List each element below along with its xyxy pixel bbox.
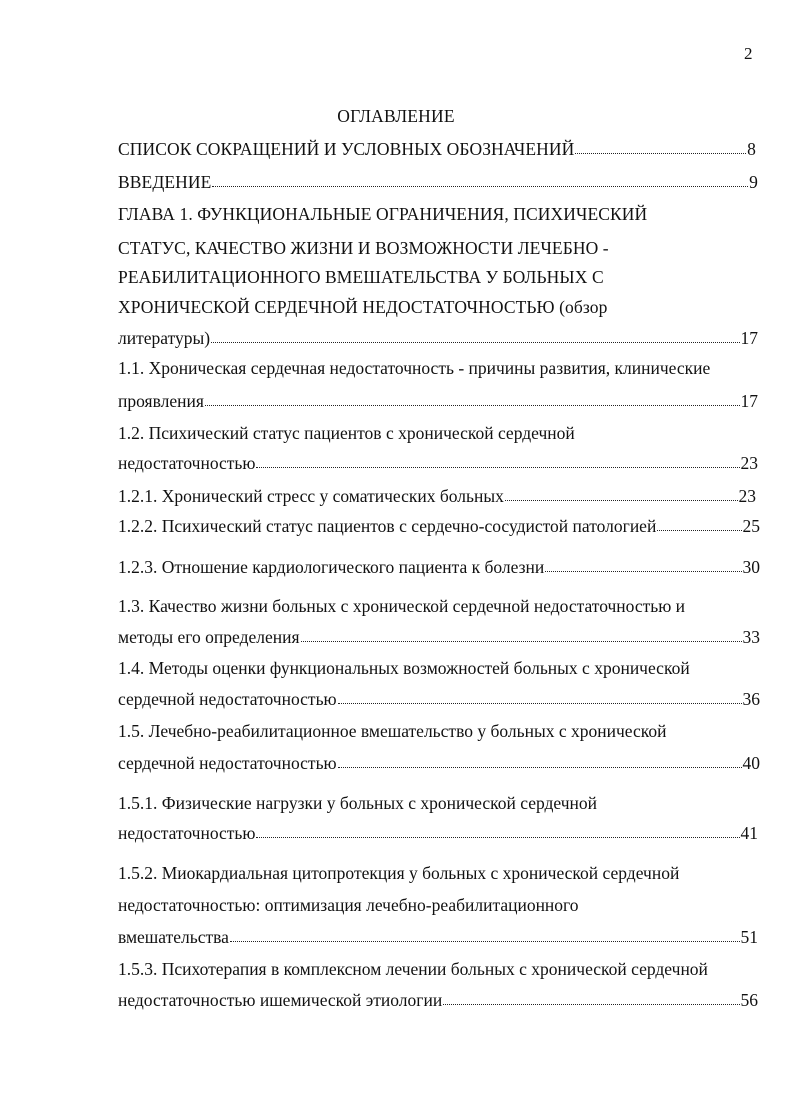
dot-leader bbox=[256, 822, 739, 838]
toc-entry-1-3[interactable] bbox=[118, 626, 760, 648]
toc-entry-1-2[interactable] bbox=[118, 452, 758, 474]
toc-entry-1-5-1[interactable] bbox=[118, 822, 758, 844]
toc-entry-line: 1.5.3. Психотерапия в комплексном лечении больных с хронической сердечной bbox=[118, 959, 708, 979]
toc-entry-1-2-2[interactable] bbox=[118, 515, 760, 537]
toc-entry-line: 1.5.1. Физические нагрузки у больных с хронической сердечной bbox=[118, 793, 598, 813]
dot-leader bbox=[212, 171, 748, 187]
toc-entry-introduction[interactable] bbox=[118, 171, 758, 193]
toc-entry-chapter-1[interactable] bbox=[118, 327, 758, 349]
toc-entry-page: 36 bbox=[742, 689, 760, 709]
toc-entry-title: литературы) bbox=[118, 328, 211, 348]
toc-entry-line: РЕАБИЛИТАЦИОННОГО ВМЕШАТЕЛЬСТВА У БОЛЬНЫХ С bbox=[118, 267, 604, 287]
toc-entry-line: ХРОНИЧЕСКОЙ СЕРДЕЧНОЙ НЕДОСТАТОЧНОСТЬЮ (обзор bbox=[118, 297, 608, 317]
toc-entry-1-5-2[interactable] bbox=[118, 926, 758, 948]
toc-entry-page: 17 bbox=[740, 391, 758, 411]
dot-leader bbox=[230, 926, 740, 942]
dot-leader bbox=[575, 138, 746, 154]
toc-entry-1-5-3[interactable] bbox=[118, 989, 758, 1011]
toc-entry-line: 1.5.2. Миокардиальная цитопротекция у больных с хронической сердечной bbox=[118, 863, 680, 883]
toc-entry-title: вмешательства bbox=[118, 927, 229, 947]
toc-entry-page: 41 bbox=[740, 823, 758, 843]
toc-entry-line: 1.5. Лечебно-реабилитационное вмешательство у больных с хронической bbox=[118, 721, 667, 741]
toc-entry-page: 33 bbox=[742, 627, 760, 647]
toc-entry-title: 1.2.2. Психический статус пациентов с сердечно-сосудистой патологией bbox=[118, 516, 657, 536]
toc-entry-line: 1.2. Психический статус пациентов с хронической сердечной bbox=[118, 423, 575, 443]
toc-heading: ОГЛАВЛЕНИЕ bbox=[337, 106, 455, 126]
toc-entry-abbreviations[interactable] bbox=[118, 138, 756, 160]
toc-entry-line: 1.3. Качество жизни больных с хронической сердечной недостаточностью и bbox=[118, 596, 686, 616]
toc-entry-line: ГЛАВА 1. ФУНКЦИОНАЛЬНЫЕ ОГРАНИЧЕНИЯ, ПСИХИЧЕСКИЙ bbox=[118, 204, 648, 224]
toc-entry-title: 1.2.1. Хронический стресс у соматических больных bbox=[118, 486, 504, 506]
toc-entry-page: 23 bbox=[740, 453, 758, 473]
toc-entry-title: 1.2.3. Отношение кардиологического пациента к болезни bbox=[118, 557, 545, 577]
toc-entry-line: СТАТУС, КАЧЕСТВО ЖИЗНИ И ВОЗМОЖНОСТИ ЛЕЧЕБНО - bbox=[118, 238, 609, 258]
dot-leader bbox=[338, 688, 742, 704]
toc-entry-title: сердечной недостаточностью bbox=[118, 753, 337, 773]
toc-entry-page: 8 bbox=[747, 139, 756, 159]
toc-entry-1-2-1[interactable] bbox=[118, 485, 756, 507]
toc-entry-title: проявления bbox=[118, 391, 204, 411]
toc-entry-line: 1.4. Методы оценки функциональных возможностей больных с хронической bbox=[118, 658, 690, 678]
toc-entry-line: 1.1. Хроническая сердечная недостаточность - причины развития, клинические bbox=[118, 358, 711, 378]
toc-entry-page: 9 bbox=[749, 172, 758, 192]
toc-entry-1-1[interactable] bbox=[118, 390, 758, 412]
toc-entry-title: СПИСОК СОКРАЩЕНИЙ И УСЛОВНЫХ ОБОЗНАЧЕНИЙ bbox=[118, 139, 575, 159]
dot-leader bbox=[657, 515, 741, 531]
toc-entry-page: 17 bbox=[740, 328, 758, 348]
toc-entry-title: недостаточностью bbox=[118, 823, 256, 843]
dot-leader bbox=[301, 626, 742, 642]
toc-entry-page: 56 bbox=[740, 990, 758, 1010]
toc-entry-1-5[interactable] bbox=[118, 752, 760, 774]
toc-entry-title: сердечной недостаточностью bbox=[118, 689, 337, 709]
toc-entry-page: 40 bbox=[742, 753, 760, 773]
dot-leader bbox=[443, 989, 739, 1005]
toc-entry-line: недостаточностью: оптимизация лечебно-реабилитационного bbox=[118, 895, 579, 915]
toc-entry-page: 51 bbox=[740, 927, 758, 947]
dot-leader bbox=[545, 556, 741, 572]
dot-leader bbox=[338, 752, 742, 768]
dot-leader bbox=[211, 327, 739, 343]
dot-leader bbox=[205, 390, 740, 406]
page-number: 2 bbox=[744, 44, 753, 63]
dot-leader bbox=[256, 452, 739, 468]
toc-entry-title: методы его определения bbox=[118, 627, 300, 647]
toc-entry-1-4[interactable] bbox=[118, 688, 760, 710]
toc-entry-1-2-3[interactable] bbox=[118, 556, 760, 578]
toc-entry-title: недостаточностью ишемической этиологии bbox=[118, 990, 443, 1010]
toc-entry-title: недостаточностью bbox=[118, 453, 256, 473]
dot-leader bbox=[505, 485, 738, 501]
toc-entry-page: 30 bbox=[742, 557, 760, 577]
toc-entry-title: ВВЕДЕНИЕ bbox=[118, 172, 212, 192]
toc-entry-page: 23 bbox=[738, 486, 756, 506]
toc-entry-page: 25 bbox=[742, 516, 760, 536]
